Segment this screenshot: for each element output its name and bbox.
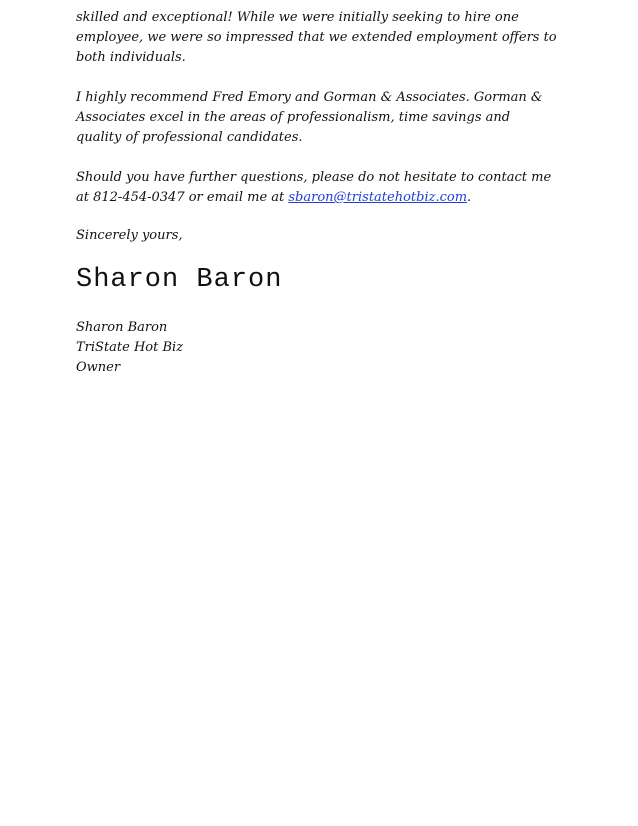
signer-title: Owner bbox=[76, 360, 121, 375]
contact-line bbox=[76, 188, 586, 208]
signer-name: Sharon Baron bbox=[76, 320, 168, 335]
paragraph-line: quality of professional candidates. bbox=[76, 130, 303, 145]
paragraph-line: both individuals. bbox=[76, 50, 186, 65]
paragraph-line: Should you have further questions, please do not hesitate to contact me bbox=[76, 170, 552, 185]
contact-prefix: at 812-454-0347 or email me at bbox=[76, 190, 289, 205]
signer-block bbox=[76, 318, 183, 378]
contact-suffix: . bbox=[467, 190, 472, 205]
paragraph-line: Associates excel in the areas of professionalism, time savings and bbox=[76, 110, 511, 125]
closing-salutation: Sincerely yours, bbox=[76, 228, 183, 243]
paragraph-line: employee, we were so impressed that we extended employment offers to bbox=[76, 30, 557, 45]
signer-company: TriState Hot Biz bbox=[76, 340, 184, 355]
paragraph-line: skilled and exceptional! While we were initially seeking to hire one bbox=[76, 10, 519, 25]
email-link[interactable]: sbaron@tristatehotbiz.com bbox=[288, 190, 468, 205]
paragraph-line: I highly recommend Fred Emory and Gorman & Associates. Gorman & bbox=[76, 90, 543, 105]
paragraph-contact bbox=[76, 168, 586, 208]
signature: Sharon Baron bbox=[76, 265, 283, 295]
paragraph-recommendation bbox=[76, 88, 586, 148]
paragraph-hiring bbox=[76, 8, 586, 68]
